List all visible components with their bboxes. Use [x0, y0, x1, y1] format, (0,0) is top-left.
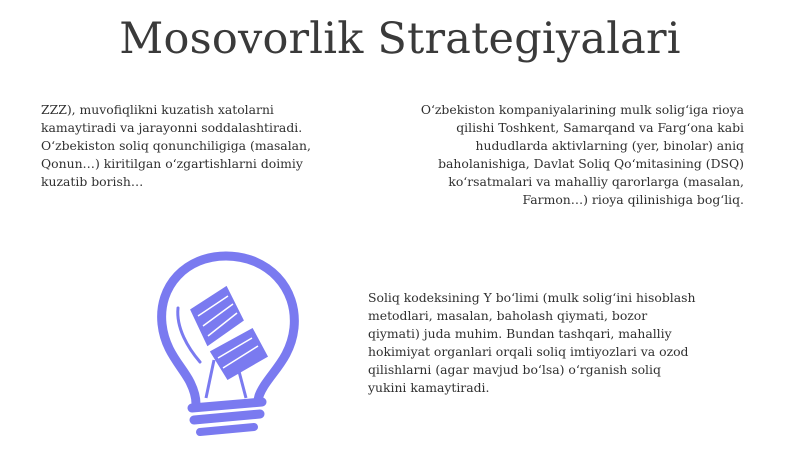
left-text-block: ZZZ), muvofiqlikni kuzatish xatolarni kamaytiradi va jarayonni soddalashtiradi. O‘zbekiston soliq qonunchiligiga (masalan, Qonun…) kiritilgan o‘zgartishlarni doimiy kuzatib borish… — [41, 102, 311, 189]
right-text-block: O‘zbekiston kompaniyalarining mulk solig‘iga rioya qilishi Toshkent, Samarqand va Farg‘ona kabi hududlarda aktivlarning (yer, binolar) aniq baholanishiga, Davlat Soliq Qo‘mitasining (DSQ) ko‘rsatmalari va mahalliy qarorlarga (masalan, Farmon…) rioya qilinishiga bog‘liq. — [420, 102, 744, 207]
bottom-text-block: Soliq kodeksining Y bo‘limi (mulk solig‘ini hisoblash metodlari, masalan, baholash qiymati, bozor qiymati) juda muhim. Bundan tashqari, mahalliy hokimiyat organlari orqali soliq imtiyozlari va ozod qilishlarni (agar mavjud bo‘lsa) o‘rganish soliq yukini kamaytiradi. — [368, 290, 696, 395]
slide-title: Mosovorlik Strategiyalari — [119, 14, 681, 64]
lightbulb-book-icon — [148, 248, 308, 449]
